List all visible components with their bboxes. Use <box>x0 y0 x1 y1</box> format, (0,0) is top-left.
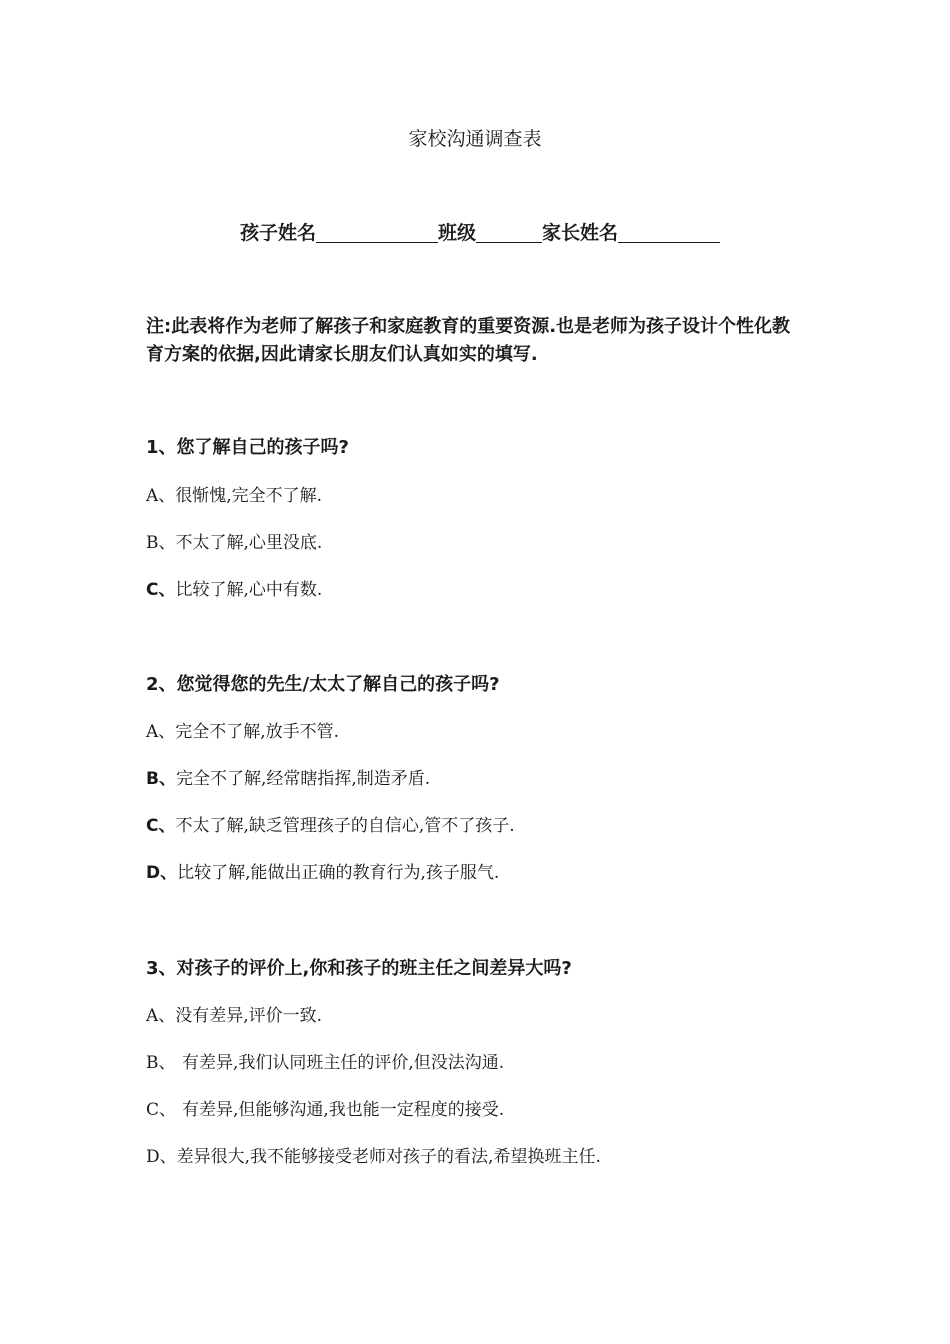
option-text: 不太了解,缺乏管理孩子的自信心,管不了孩子. <box>175 816 515 836</box>
option-letter: B、 <box>146 1053 176 1073</box>
option-letter: C、 <box>146 580 176 600</box>
question-2-option-c[interactable] <box>146 811 515 836</box>
option-text: 完全不了解,放手不管. <box>175 722 340 742</box>
class-blank[interactable] <box>476 222 542 243</box>
option-text: 差异很大,我不能够接受老师对孩子的看法,希望换班主任. <box>176 1147 601 1167</box>
parent-name-blank[interactable] <box>618 222 720 243</box>
class-label: 班级 <box>438 222 477 244</box>
option-text: 很惭愧,完全不了解. <box>175 486 323 506</box>
option-letter: C、 <box>146 816 176 836</box>
question-2: 2、您觉得您的先生/太太了解自己的孩子吗? <box>146 674 500 695</box>
question-1-option-c[interactable] <box>146 575 322 600</box>
child-name-label: 孩子姓名 <box>240 222 317 244</box>
parent-name-label: 家长姓名 <box>542 222 619 244</box>
question-3-option-c[interactable] <box>146 1095 504 1120</box>
option-letter: A、 <box>146 722 176 742</box>
question-2-option-b[interactable] <box>146 764 430 789</box>
document-title: 家校沟通调查表 <box>408 128 542 150</box>
question-3-option-a[interactable] <box>146 1001 322 1026</box>
option-letter: A、 <box>146 486 176 506</box>
option-letter: D、 <box>146 1147 177 1167</box>
option-text: 有差异,我们认同班主任的评价,但没法沟通. <box>182 1053 505 1073</box>
option-letter: B、 <box>146 533 176 553</box>
option-text: 不太了解,心里没底. <box>175 533 323 553</box>
question-3: 3、对孩子的评价上,你和孩子的班主任之间差异大吗? <box>146 958 572 979</box>
question-1: 1、您了解自己的孩子吗? <box>146 437 349 458</box>
option-letter: B、 <box>146 769 176 789</box>
option-text: 没有差异,评价一致. <box>175 1006 323 1026</box>
question-2-option-a[interactable] <box>146 717 339 742</box>
option-letter: D、 <box>146 863 178 883</box>
option-letter: C、 <box>146 1100 177 1120</box>
note-paragraph: 注:此表将作为老师了解孩子和家庭教育的重要资源.也是老师为孩子设计个性化教育方案的依据,因此请家长朋友们认真如实的填写. <box>146 316 791 365</box>
question-2-option-d[interactable] <box>146 858 499 883</box>
option-text: 比较了解,能做出正确的教育行为,孩子服气. <box>177 863 500 883</box>
option-text: 比较了解,心中有数. <box>175 580 323 600</box>
question-3-option-b[interactable] <box>146 1048 504 1073</box>
info-line <box>240 218 720 245</box>
child-name-blank[interactable] <box>316 222 438 243</box>
option-letter: A、 <box>146 1006 176 1026</box>
question-1-option-a[interactable] <box>146 481 322 506</box>
question-1-option-b[interactable] <box>146 528 322 553</box>
question-3-option-d[interactable] <box>146 1142 601 1167</box>
option-text: 完全不了解,经常瞎指挥,制造矛盾. <box>175 769 431 789</box>
option-text: 有差异,但能够沟通,我也能一定程度的接受. <box>182 1100 505 1120</box>
